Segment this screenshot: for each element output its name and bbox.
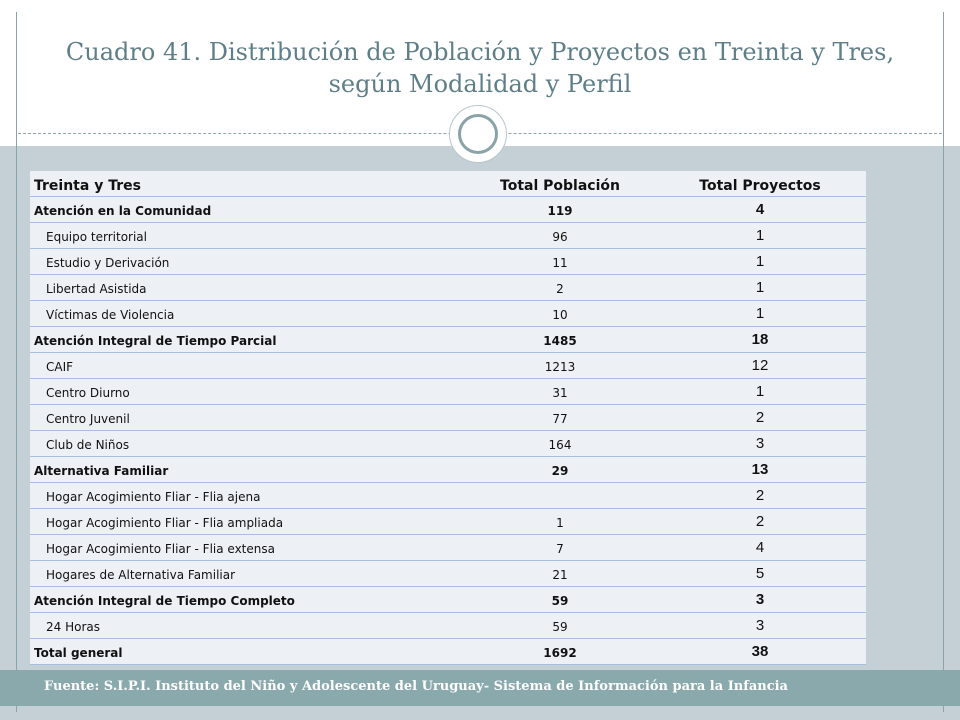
row-label: Hogar Acogimiento Fliar - Flia ampliada [46, 516, 284, 530]
table-row [30, 353, 866, 379]
row-projects: 1 [755, 383, 765, 400]
row-population: 11 [552, 256, 568, 270]
row-projects: 13 [751, 461, 769, 478]
table-row [30, 379, 866, 405]
row-label: Centro Juvenil [46, 412, 130, 426]
row-label: CAIF [46, 360, 74, 374]
row-label: Atención Integral de Tiempo Parcial [34, 334, 277, 348]
row-label: Estudio y Derivación [46, 256, 170, 270]
row-projects: 1 [755, 305, 765, 322]
table-header-row [30, 171, 866, 197]
row-projects: 1 [755, 227, 765, 244]
row-population: 77 [552, 412, 568, 426]
header-region: Treinta y Tres [34, 178, 141, 194]
row-projects: 3 [755, 617, 765, 634]
table-body [30, 197, 866, 665]
table-group-row [30, 587, 866, 613]
table-row [30, 431, 866, 457]
table-row [30, 561, 866, 587]
data-table [30, 171, 866, 665]
row-population: 96 [552, 230, 568, 244]
row-label: Atención en la Comunidad [34, 204, 212, 218]
row-projects: 3 [755, 591, 765, 608]
header-total-poblacion: Total Población [500, 178, 620, 194]
row-population: 29 [551, 464, 569, 478]
row-population: 119 [547, 204, 573, 218]
decorative-ring-icon [458, 114, 498, 154]
table-total-row [30, 639, 866, 665]
row-population [500, 483, 620, 508]
row-population: 21 [552, 568, 568, 582]
row-label: Libertad Asistida [46, 282, 147, 296]
row-population: 1485 [543, 334, 577, 348]
row-projects: 2 [755, 409, 765, 426]
frame-border-left [16, 12, 17, 712]
table-row [30, 535, 866, 561]
row-label: Alternativa Familiar [34, 464, 169, 478]
row-projects: 3 [755, 435, 765, 452]
table-row [30, 613, 866, 639]
row-label: Centro Diurno [46, 386, 130, 400]
row-projects: 1 [755, 253, 765, 270]
table-group-row [30, 197, 866, 223]
header-total-proyectos: Total Proyectos [699, 178, 821, 194]
table-row [30, 405, 866, 431]
row-projects: 2 [755, 513, 765, 530]
row-projects: 38 [751, 643, 769, 660]
table-row [30, 301, 866, 327]
source-note: Fuente: S.I.P.I. Instituto del Niño y Adolescente del Uruguay- Sistema de Información para la Infancia [44, 679, 788, 694]
table-group-row [30, 457, 866, 483]
row-label: Hogar Acogimiento Fliar - Flia ajena [46, 490, 261, 504]
row-population: 7 [556, 542, 564, 556]
row-population: 1 [556, 516, 564, 530]
row-label: Víctimas de Violencia [46, 308, 175, 322]
table-row [30, 249, 866, 275]
row-population: 164 [548, 438, 572, 452]
row-label: Equipo territorial [46, 230, 147, 244]
row-projects: 4 [755, 539, 765, 556]
row-population: 59 [551, 594, 569, 608]
table-row [30, 275, 866, 301]
table-row [30, 509, 866, 535]
row-label: Atención Integral de Tiempo Completo [34, 594, 295, 608]
row-population: 31 [552, 386, 568, 400]
table-group-row [30, 327, 866, 353]
row-population: 1213 [544, 360, 576, 374]
row-projects: 2 [755, 487, 765, 504]
row-projects: 5 [755, 565, 765, 582]
row-projects: 4 [755, 201, 765, 218]
row-population: 10 [552, 308, 568, 322]
row-label: Club de Niños [46, 438, 130, 452]
row-projects: 18 [751, 331, 769, 348]
row-population: 1692 [543, 646, 577, 660]
row-projects: 12 [751, 357, 769, 374]
row-label: Hogar Acogimiento Fliar - Flia extensa [46, 542, 275, 556]
table-row [30, 223, 866, 249]
row-population: 2 [556, 282, 564, 296]
row-projects: 1 [755, 279, 765, 296]
table-row [30, 483, 866, 509]
row-label: Hogares de Alternativa Familiar [46, 568, 236, 582]
row-label: Total general [34, 646, 123, 660]
row-population: 59 [552, 620, 568, 634]
row-label: 24 Horas [46, 620, 100, 634]
frame-border-right [943, 12, 944, 712]
page-title: Cuadro 41. Distribución de Población y Proyectos en Treinta y Tres, según Modalidad y Perfil [65, 38, 895, 98]
